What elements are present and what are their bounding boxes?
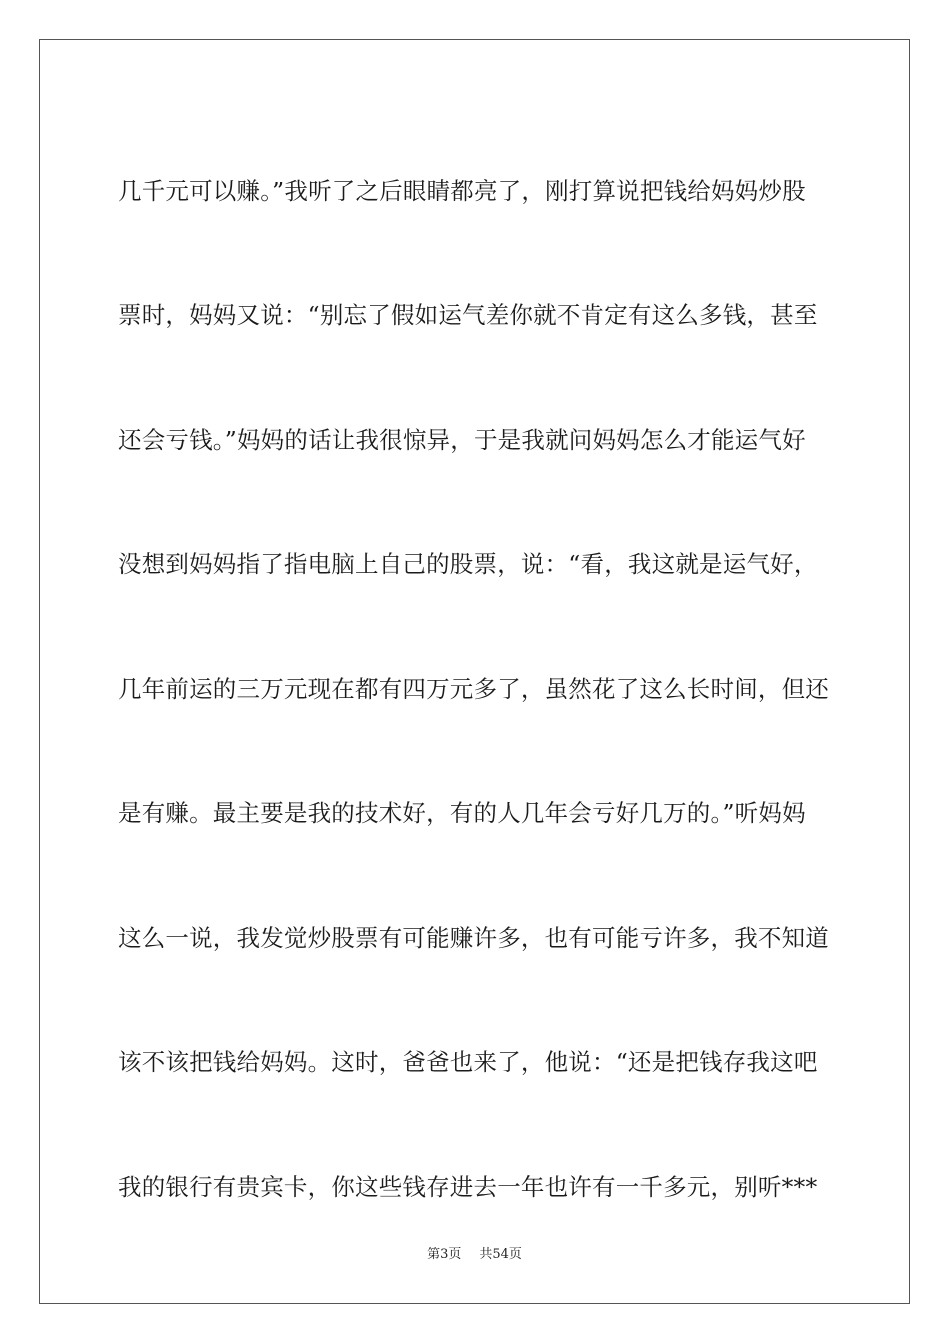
page-footer: [40, 1246, 909, 1264]
text-line: 几年前运的三万元现在都有四万元多了，虽然花了这么长时间，但还: [118, 675, 829, 703]
document-body: [40, 40, 909, 1303]
text-line: 几千元可以赚。”我听了之后眼睛都亮了，刚打算说把钱给妈妈炒股: [118, 177, 806, 205]
page-number: 第3页: [427, 1247, 462, 1262]
text-line: 我的银行有贵宾卡，你这些钱存进去一年也许有一千多元，别听***: [118, 1173, 818, 1201]
page-frame: [39, 39, 910, 1304]
text-line: 这么一说，我发觉炒股票有可能赚许多，也有可能亏许多，我不知道: [118, 924, 829, 952]
page-total: 共54页: [479, 1247, 522, 1262]
text-line: 没想到妈妈指了指电脑上自己的股票，说：“看，我这就是运气好，: [118, 550, 818, 578]
text-line: 是有赚。最主要是我的技术好，有的人几年会亏好几万的。”听妈妈: [118, 799, 806, 827]
text-line: 票时，妈妈又说：“别忘了假如运气差你就不肯定有这么多钱，甚至: [118, 301, 818, 329]
text-line: 该不该把钱给妈妈。这时，爸爸也来了，他说：“还是把钱存我这吧: [118, 1048, 818, 1076]
text-line: 还会亏钱。”妈妈的话让我很惊异，于是我就问妈妈怎么才能运气好: [118, 426, 806, 454]
